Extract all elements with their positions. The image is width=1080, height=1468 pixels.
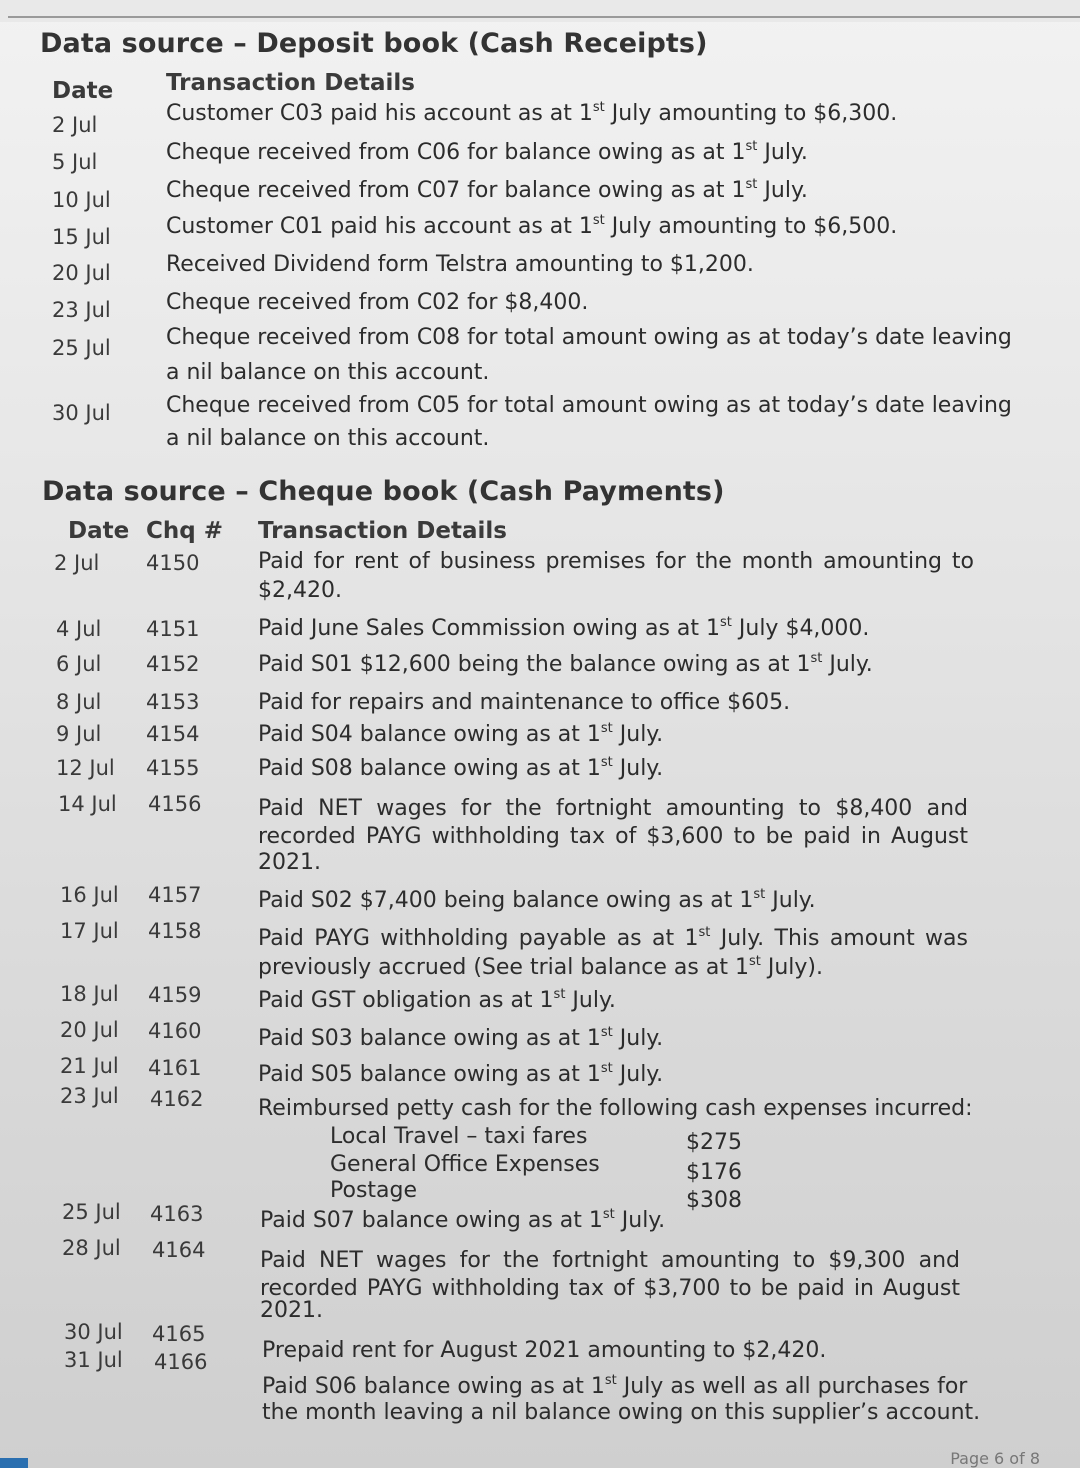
cheque-number: 4166 (154, 1350, 208, 1374)
cheque-date: 14 Jul (58, 792, 117, 816)
deposit-details: Customer C01 paid his account as at 1st July amounting to $6,500. (166, 213, 898, 239)
cheque-number: 4159 (148, 983, 202, 1007)
cheque-number: 4163 (150, 1202, 204, 1226)
deposit-date: 23 Jul (52, 298, 111, 322)
cheque-number: 4162 (150, 1087, 204, 1111)
deposit-details: Customer C03 paid his account as at 1st July amounting to $6,300. (166, 100, 898, 126)
cheque-date: 31 Jul (64, 1348, 123, 1372)
cheque-details: Paid NET wages for the fortnight amounting to $8,400 and (258, 796, 968, 821)
cheque-number: 4154 (146, 722, 200, 746)
cheque-details: Paid S01 $12,600 being the balance owing as at 1st July. (258, 651, 873, 677)
deposit-details: Cheque received from C06 for balance owing as at 1st July. (166, 139, 808, 165)
page-number: Page 6 of 8 (950, 1449, 1040, 1468)
cheque-number: 4155 (146, 756, 200, 780)
deposit-date: 20 Jul (52, 261, 111, 285)
cheque-date: 9 Jul (56, 722, 102, 746)
cheque-date: 28 Jul (62, 1236, 121, 1260)
deposit-details-cont: a nil balance on this account. (166, 426, 490, 451)
cheque-col-date: Date (68, 518, 130, 544)
cheque-details-cont: previously accrued (See trial balance as at 1st July). (258, 954, 823, 980)
cheque-date: 23 Jul (60, 1084, 119, 1108)
cheque-number: 4164 (152, 1238, 206, 1262)
deposit-col-date: Date (52, 78, 114, 104)
deposit-details-cont: a nil balance on this account. (166, 360, 490, 385)
cheque-number: 4153 (146, 690, 200, 714)
cheque-details: Paid NET wages for the fortnight amounting to $9,300 and (260, 1248, 960, 1273)
petty-cash-item-amount: $176 (686, 1160, 742, 1185)
cheque-details: Paid PAYG withholding payable as at 1st July. This amount was (258, 925, 968, 951)
deposit-col-details: Transaction Details (166, 70, 415, 96)
cheque-details: Paid S04 balance owing as at 1st July. (258, 721, 664, 747)
deposit-details: Cheque received from C08 for total amount owing as at today’s date leaving (166, 325, 1012, 350)
deposit-details: Cheque received from C07 for balance owing as at 1st July. (166, 177, 808, 203)
cheque-date: 2 Jul (54, 551, 100, 575)
cheque-date: 17 Jul (60, 919, 119, 943)
cheque-number: 4156 (148, 792, 202, 816)
cheque-details-cont: recorded PAYG withholding tax of $3,600 to be paid in August (258, 824, 968, 849)
petty-cash-item-label: Local Travel – taxi fares (330, 1124, 588, 1149)
cheque-date: 12 Jul (56, 756, 115, 780)
deposit-details: Cheque received from C02 for $8,400. (166, 290, 589, 315)
cheque-date: 21 Jul (60, 1054, 119, 1078)
cheque-details: Paid S02 $7,400 being balance owing as at 1st July. (258, 887, 816, 913)
window-edge (0, 0, 1080, 22)
cheque-details: Paid GST obligation as at 1st July. (258, 987, 616, 1013)
cheque-col-chq: Chq # (146, 518, 223, 544)
cheque-date: 6 Jul (56, 652, 102, 676)
petty-cash-item-amount: $308 (686, 1188, 742, 1213)
cheque-details: Paid for rent of business premises for the month amounting to (258, 549, 974, 574)
cheque-number: 4157 (148, 883, 202, 907)
cheque-details: Paid S03 balance owing as at 1st July. (258, 1025, 664, 1051)
cheque-col-details: Transaction Details (258, 518, 507, 544)
cheque-number: 4165 (152, 1322, 206, 1346)
deposit-date: 25 Jul (52, 336, 111, 360)
cheque-details: Prepaid rent for August 2021 amounting to $2,420. (262, 1338, 827, 1363)
cheque-number: 4150 (146, 551, 200, 575)
cheque-date: 20 Jul (60, 1018, 119, 1042)
deposit-date: 10 Jul (52, 188, 111, 212)
deposit-date: 2 Jul (52, 113, 98, 137)
cheque-number: 4152 (146, 652, 200, 676)
cheque-details-cont: 2021. (258, 850, 321, 875)
deposit-date: 5 Jul (52, 150, 98, 174)
cheque-details: Reimbursed petty cash for the following cash expenses incurred: (258, 1096, 973, 1121)
cheque-details: Paid S06 balance owing as at 1st July as well as all purchases for (262, 1373, 968, 1399)
cheque-details-cont: the month leaving a nil balance owing on this supplier’s account. (262, 1400, 981, 1425)
cheque-number: 4151 (146, 617, 200, 641)
deposit-title: Data source – Deposit book (Cash Receipts) (40, 28, 708, 59)
cheque-title: Data source – Cheque book (Cash Payments) (42, 476, 725, 507)
cheque-details-cont: 2021. (260, 1298, 323, 1323)
cheque-date: 30 Jul (64, 1320, 123, 1344)
deposit-details: Cheque received from C05 for total amount owing as at today’s date leaving (166, 393, 1012, 418)
petty-cash-item-label: Postage (330, 1178, 418, 1203)
petty-cash-item-amount: $275 (686, 1130, 742, 1155)
cheque-date: 25 Jul (62, 1200, 121, 1224)
cheque-details: Paid S07 balance owing as at 1st July. (260, 1207, 666, 1233)
frame-line (8, 16, 1080, 18)
cheque-date: 4 Jul (56, 617, 102, 641)
cheque-number: 4160 (148, 1019, 202, 1043)
cheque-date: 16 Jul (60, 883, 119, 907)
cheque-details-cont: recorded PAYG withholding tax of $3,700 to be paid in August (260, 1276, 960, 1301)
deposit-date: 30 Jul (52, 401, 111, 425)
cheque-date: 8 Jul (56, 690, 102, 714)
cheque-details: Paid S05 balance owing as at 1st July. (258, 1061, 664, 1087)
cheque-details: Paid June Sales Commission owing as at 1st July $4,000. (258, 615, 870, 641)
cheque-details: Paid S08 balance owing as at 1st July. (258, 755, 664, 781)
cheque-details: Paid for repairs and maintenance to office $605. (258, 690, 791, 715)
petty-cash-item-label: General Office Expenses (330, 1152, 600, 1177)
taskbar-corner (0, 1458, 28, 1468)
deposit-date: 15 Jul (52, 225, 111, 249)
cheque-number: 4158 (148, 919, 202, 943)
cheque-details-cont: $2,420. (258, 578, 342, 603)
cheque-date: 18 Jul (60, 982, 119, 1006)
deposit-details: Received Dividend form Telstra amounting to $1,200. (166, 252, 754, 277)
cheque-number: 4161 (148, 1056, 202, 1080)
